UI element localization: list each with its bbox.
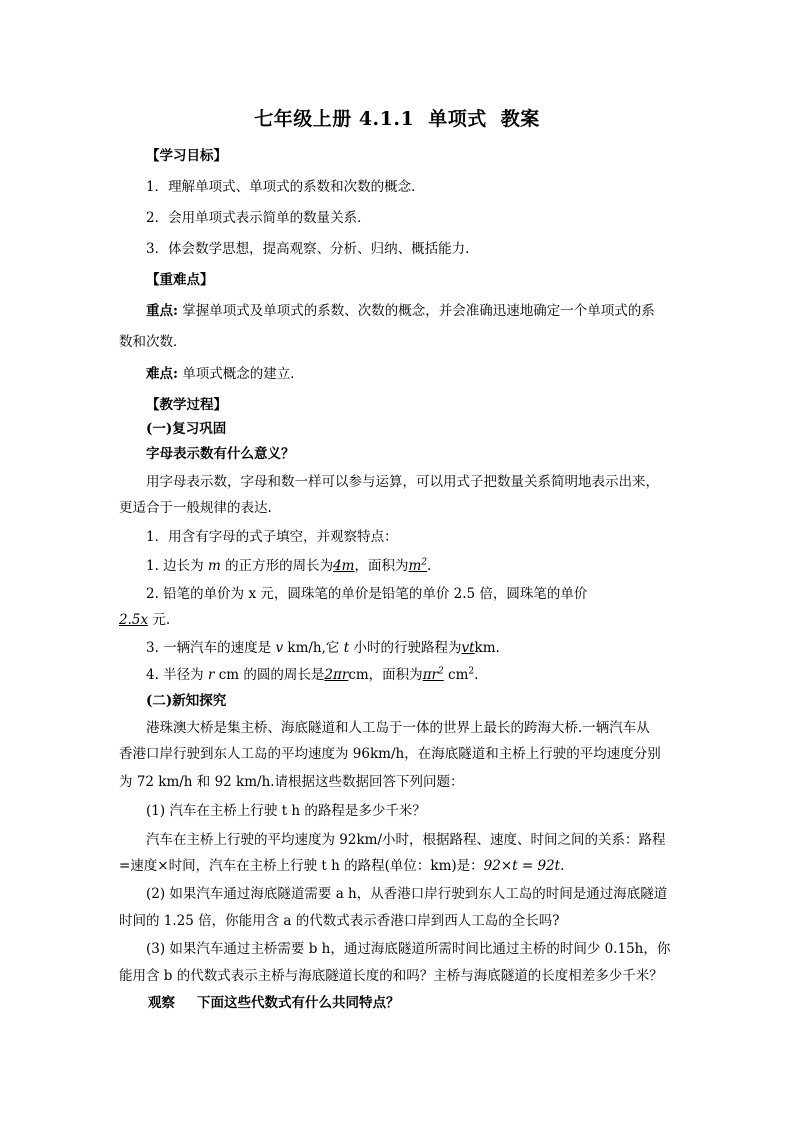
i4-pre: 4. 半径为 — [146, 667, 208, 683]
i4-sup-2: 2 — [468, 666, 475, 677]
i4-blank-2 — [423, 665, 444, 685]
i3-blank: vt — [461, 640, 475, 656]
i3-t: t — [343, 640, 350, 656]
ans-l2-b: 92×t = 92t — [483, 858, 561, 874]
title-kind: 教案 — [500, 108, 540, 130]
question-1: (1) 汽车在主桥上行驶 t h 的路程是多少千米？ — [146, 803, 426, 819]
ans-l2-c: . — [560, 858, 565, 874]
i4-end2: . — [474, 667, 479, 683]
i4-r: r — [207, 667, 215, 683]
i1-blank-2 — [408, 556, 427, 576]
item-3 — [146, 638, 500, 658]
i3-mid: km/h,它 — [283, 640, 344, 656]
para1-line-2: 更适合于一般规律的表达. — [119, 500, 272, 516]
objective-item-3: 3．体会数学思想，提高观察、分析、归纳、概括能力． — [146, 241, 479, 257]
key-label: 重点: — [146, 303, 178, 319]
keypoints-heading: 【重难点】 — [146, 272, 214, 288]
observe-line — [148, 993, 400, 1013]
title-unit: 单项式 — [428, 108, 487, 130]
title-main: 七年级上册 4.1.1 — [254, 108, 415, 130]
process-heading: 【教学过程】 — [146, 397, 227, 413]
objective-item-1: 1．理解单项式、单项式的系数和次数的概念． — [146, 179, 425, 195]
item-2-line-1: 2. 铅笔的单价为 x 元，圆珠笔的单价是铅笔的单价 2.5 倍，圆珠笔的单价 — [146, 586, 588, 602]
answer-line-1: 汽车在主桥上行驶的平均速度为 92km/小时，根据路程、速度、时间之间的关系：路程 — [146, 832, 666, 848]
item-1 — [146, 556, 431, 576]
observe-text: 下面这些代数式有什么共同特点？ — [197, 995, 400, 1011]
keypoint-line-1 — [146, 301, 655, 321]
objective-item-2: 2．会用单项式表示简单的数量关系． — [146, 210, 371, 226]
diff-label: 难点: — [146, 366, 178, 382]
question-2-line-2: 时间的 1.25 倍，你能用含 a 的代数式表示香港口岸到西人工岛的全长吗? — [119, 913, 560, 929]
ans-l2-a: =速度×时间，汽车在主桥上行驶 t h 的路程(单位：km)是： — [119, 858, 484, 874]
i1-pre: 1. 边长为 — [146, 558, 208, 574]
para1-line-1: 用字母表示数，字母和数一样可以参与运算，可以用式子把数量关系简明地表示出来， — [146, 474, 659, 490]
i1-mid2: ，面积为 — [354, 558, 409, 574]
observe-label: 观察 — [148, 995, 175, 1011]
keypoint-line-2: 数和次数． — [119, 334, 187, 350]
section-review: (一)复习巩固 — [146, 421, 227, 437]
i4-sup-1: 2 — [438, 666, 444, 677]
i4-blank-2-text: πr — [422, 667, 439, 683]
i1-end: . — [427, 558, 432, 574]
para2-line-2: 香港口岸行驶到东人工岛的平均速度为 96km/h，在海底隧道和主桥上行驶的平均速度分别 — [119, 746, 661, 762]
i3-pre: 3. 一辆汽车的速度是 — [146, 640, 276, 656]
question-2-line-1: (2) 如果汽车通过海底隧道需要 a h，从香港口岸行驶到东人工岛的时间是通过海底隧道 — [146, 886, 668, 902]
para2-line-1: 港珠澳大桥是集主桥、海底隧道和人工岛于一体的世界上最长的跨海大桥.一辆汽车从 — [146, 720, 650, 736]
i1-blank-2-text: m — [408, 558, 422, 574]
i4-mid: cm 的圆的周长是 — [214, 667, 325, 683]
diff-text: 单项式概念的建立． — [177, 366, 304, 382]
i1-mid: 的正方形的周长为 — [220, 558, 334, 574]
objectives-heading: 【学习目标】 — [146, 148, 227, 164]
question-3-line-1: (3) 如果汽车通过主桥需要 b h，通过海底隧道所需时间比通过主桥的时间少 0.15h，你 — [146, 941, 671, 957]
task-line: 1．用含有字母的式子填空，并观察特点： — [146, 529, 398, 545]
i4-mid2: cm，面积为 — [348, 667, 423, 683]
i2-blank: 2.5x — [119, 612, 149, 628]
key-text-1: 掌握单项式及单项式的系数、次数的概念，并会准确迅速地确定一个单项式的系 — [177, 303, 655, 319]
i3-v: v — [275, 640, 284, 656]
i4-blank-1: 2πr — [324, 667, 349, 683]
question-bold: 字母表示数有什么意义？ — [146, 446, 295, 462]
difficulty-line — [146, 364, 304, 384]
i1-blank-1: 4m — [333, 558, 355, 574]
i1-sup: 2 — [421, 557, 428, 568]
question-3-line-2: 能用含 b 的代数式表示主桥与海底隧道长度的和吗？主桥与海底隧道的长度相差多少千米？ — [119, 968, 663, 984]
answer-line-2 — [119, 856, 564, 876]
item-2-line-2 — [119, 610, 170, 630]
item-4 — [146, 665, 478, 685]
i3-end: km. — [474, 640, 500, 656]
i1-var: m — [207, 558, 221, 574]
i4-end: cm — [443, 667, 469, 683]
para2-line-3: 为 72 km/h 和 92 km/h.请根据这些数据回答下列问题： — [119, 774, 464, 790]
i2-end: 元. — [148, 612, 171, 628]
page-title — [0, 104, 794, 131]
section-explore: (二)新知探究 — [146, 693, 227, 709]
i3-mid2: 小时的行驶路程为 — [349, 640, 462, 656]
